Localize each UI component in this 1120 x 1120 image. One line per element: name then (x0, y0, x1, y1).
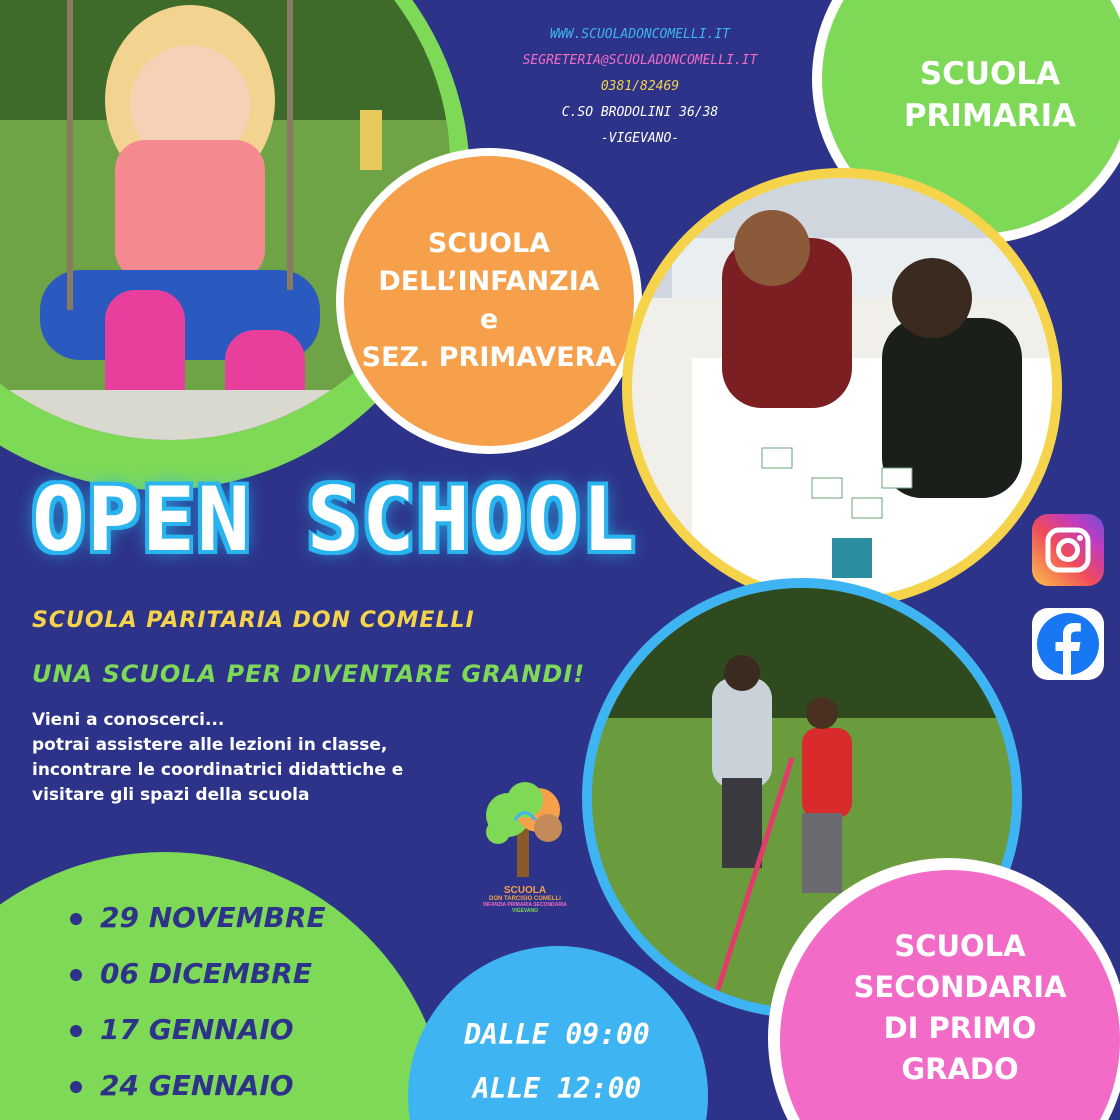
logo-line-4: VIGEVANO (511, 908, 539, 914)
logo-line-3: INFANZIA PRIMARIA SECONDARIA (483, 902, 567, 908)
logo-line-1: SCUOLA (503, 885, 547, 896)
address-line: C.SO BRODOLINI 36/38 (561, 105, 719, 120)
logo-line-2: DON TARCISIO COMELLI (489, 896, 561, 902)
date-item: 29 NOVEMBRE (70, 890, 326, 946)
bullet-icon (70, 1081, 82, 1093)
tree-logo-icon (470, 780, 580, 880)
description-line: visitare gli spazi della scuola (32, 785, 310, 805)
bullet-icon (70, 1025, 82, 1037)
date-item: 24 GENNAIO (70, 1058, 326, 1114)
headline: OPEN SCHOOL (32, 468, 637, 571)
infanzia-label: SCUOLA DELL’INFANZIA e SEZ. PRIMAVERA (361, 228, 617, 373)
dates-list (70, 890, 326, 1114)
description (32, 708, 492, 808)
photo-classroom (632, 178, 1052, 598)
facebook-icon[interactable] (1032, 608, 1104, 680)
school-logo (470, 780, 580, 920)
city-line: -VIGEVANO- (600, 131, 680, 146)
school-name: SCUOLA PARITARIA DON COMELLI (32, 608, 475, 633)
email-link[interactable]: SEGRETERIA@SCUOLADONCOMELLI.IT (522, 53, 758, 68)
phone-number[interactable]: 0381/82469 (600, 79, 680, 94)
hours-block (432, 1008, 682, 1116)
tagline: UNA SCUOLA PER DIVENTARE GRANDI! (32, 660, 586, 688)
description-line: potrai assistere alle lezioni in classe, (32, 735, 388, 755)
contact-block (480, 22, 800, 152)
description-line: incontrare le coordinatrici didattiche e (32, 760, 404, 780)
bullet-icon (70, 969, 82, 981)
bullet-icon (70, 913, 82, 925)
hours-from: DALLE 09:00 (464, 1018, 650, 1051)
date-item: 17 GENNAIO (70, 1002, 326, 1058)
primaria-label: SCUOLA PRIMARIA (903, 56, 1077, 134)
secondaria-label: SCUOLA SECONDARIA DI PRIMO GRADO (853, 929, 1067, 1086)
date-item: 06 DICEMBRE (70, 946, 326, 1002)
instagram-icon[interactable] (1032, 514, 1104, 586)
hours-to: ALLE 12:00 (472, 1072, 642, 1105)
description-line: Vieni a conoscerci... (32, 710, 225, 730)
website-link[interactable]: WWW.SCUOLADONCOMELLI.IT (549, 27, 730, 42)
